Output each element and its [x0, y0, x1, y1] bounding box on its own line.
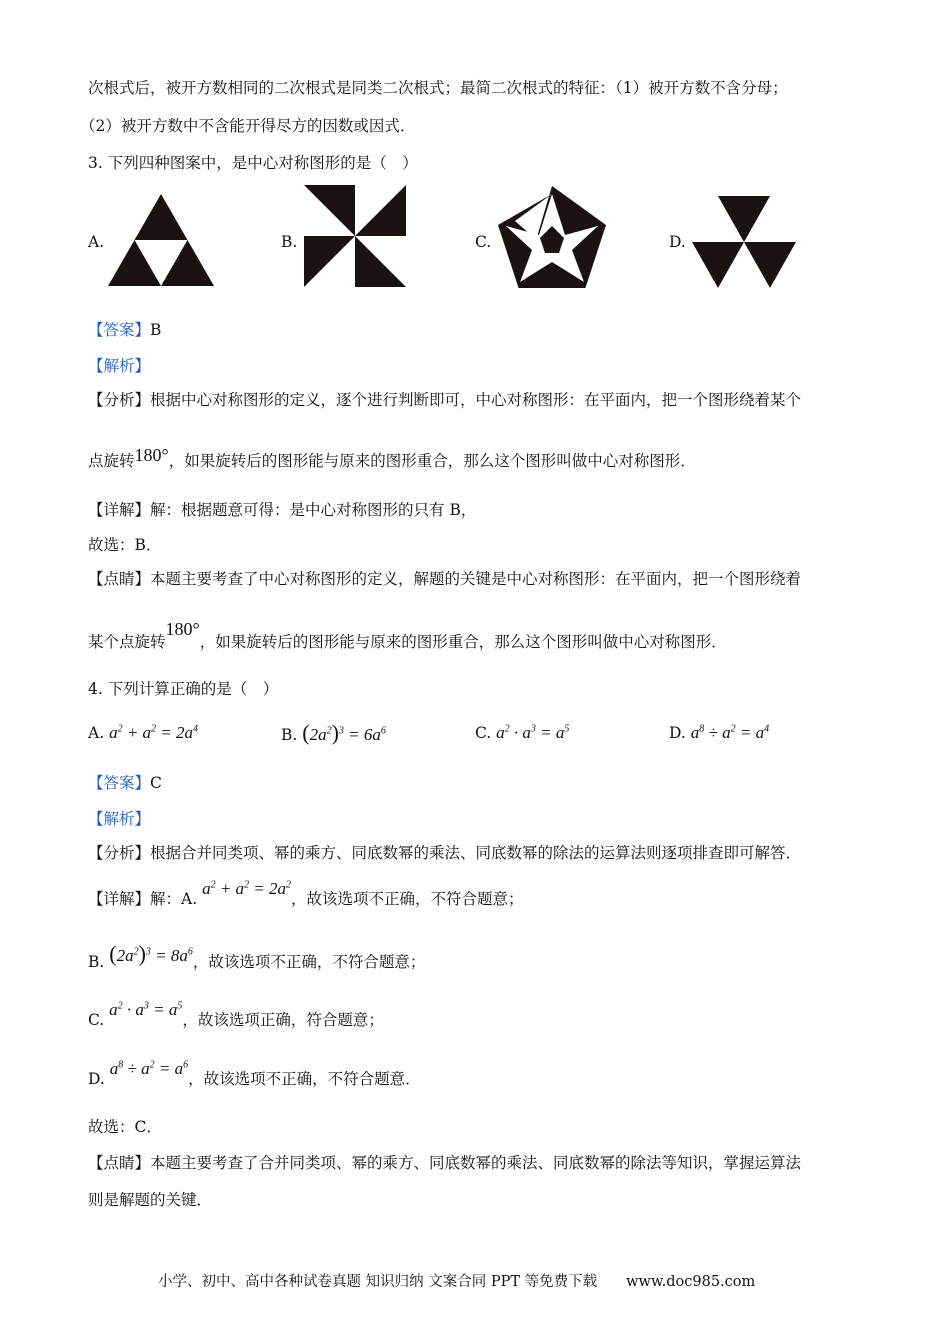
q4-detail-d — [88, 1059, 421, 1089]
dianjing-text: 本题主要考查了合并同类项、幂的乘方、同底数幂的乘法、同底数幂的除法等知识，掌握运算法 — [150, 1154, 802, 1172]
q3-xiangjie — [88, 498, 476, 520]
xiangjie-tag: 【详解】 — [88, 890, 151, 908]
option-a-formula: $a^2 + a^2 = 2a^4$ — [109, 723, 199, 742]
q4-dianjing-line-1 — [88, 1151, 801, 1173]
q4-detail-c — [88, 1000, 384, 1030]
fenxi-tag: 【分析】 — [88, 844, 151, 862]
intro-line-2: （2）被开方数中不含能开得尽方的因数或因式． — [80, 117, 416, 135]
q4-stem: 4. 下列计算正确的是（ ） — [88, 680, 279, 698]
q4-option-d — [669, 723, 769, 743]
detail-d-label: D. — [88, 1070, 105, 1088]
intro-line-1: 次根式后，被开方数相同的二次根式是同类二次根式；最简二次根式的特征：（1）被开方数不含分母； — [88, 79, 788, 97]
dianjing-text-2a: 某个点旋转 — [88, 633, 166, 651]
q3-option-d-label: D. — [669, 233, 686, 251]
q4-detail-b — [88, 941, 426, 973]
dianjing-tag: 【点睛】 — [88, 570, 151, 588]
answer-tag: 【答案】 — [88, 774, 151, 792]
q4-jiexi-tag: 【解析】 — [88, 810, 151, 828]
detail-a-formula: $a^2 + a^2 = 2a^2$ — [202, 879, 292, 898]
fenxi-text-2a: 点旋转 — [88, 452, 135, 470]
degree-180-b: 180° — [165, 619, 200, 639]
detail-b-formula: $(2a^2)^3 = 8a^6$ — [109, 941, 193, 966]
q3-jiexi-tag: 【解析】 — [88, 357, 151, 375]
q4-option-c — [475, 723, 569, 743]
option-b-label: B. — [281, 726, 298, 744]
option-d-label: D. — [669, 724, 686, 742]
detail-a-label: 解：A. — [150, 890, 198, 908]
answer-value: B — [150, 321, 162, 339]
option-a-label: A. — [88, 724, 105, 742]
q4-dianjing-line-2: 则是解题的关键． — [88, 1191, 213, 1209]
q3-fenxi-line-1 — [88, 388, 801, 410]
q3-option-b-label: B. — [281, 233, 298, 251]
detail-d-formula: $a^8 \div a^2 = a^6$ — [109, 1059, 189, 1078]
q3-answer — [88, 318, 161, 340]
q4-answer — [88, 771, 162, 793]
option-b-formula: $(2a^2)^3 = 6a^6$ — [302, 720, 386, 745]
q3-guxuan: 故选：B． — [88, 536, 162, 554]
xiangjie-text: 解：根据题意可得：是中心对称图形的只有 B， — [150, 501, 477, 519]
q4-detail-a — [88, 879, 524, 909]
fenxi-tag: 【分析】 — [88, 391, 151, 409]
detail-c-text: ，故该选项正确，符合题意； — [182, 1011, 384, 1029]
answer-value: C — [150, 774, 162, 792]
q4-option-a — [88, 723, 198, 743]
detail-b-text: ，故该选项不正确，不符合题意； — [192, 953, 426, 971]
page-footer: 小学、初中、高中各种试卷真题 知识归纳 文案合同 PPT 等免费下载 www.doc985.com — [158, 1274, 756, 1290]
xiangjie-tag: 【详解】 — [88, 501, 151, 519]
answer-tag: 【答案】 — [88, 321, 151, 339]
q3-stem: 3. 下列四种图案中，是中心对称图形的是（ ） — [88, 154, 418, 172]
q3-figure-d-triangles-icon — [692, 196, 796, 288]
detail-c-label: C. — [88, 1011, 105, 1029]
dianjing-text: 本题主要考查了中心对称图形的定义，解题的关键是中心对称图形：在平面内，把一个图形绕着 — [150, 570, 802, 588]
detail-c-formula: $a^2 \cdot a^3 = a^5$ — [109, 1000, 183, 1019]
option-d-formula: $a^8 \div a^2 = a^4$ — [690, 723, 770, 742]
q3-dianjing-line-2 — [88, 619, 727, 652]
q3-figure-c-star-overlay-icon — [498, 186, 606, 288]
q4-option-b — [281, 720, 386, 746]
dianjing-tag: 【点睛】 — [88, 1154, 151, 1172]
q3-figure-b-pinwheel-icon — [304, 185, 406, 287]
q3-option-a-label: A. — [88, 233, 105, 251]
degree-180: 180° — [134, 445, 169, 465]
q4-guxuan: 故选：C． — [88, 1118, 162, 1136]
detail-d-text: ，故该选项不正确，不符合题意． — [188, 1070, 421, 1088]
q3-dianjing-line-1 — [88, 567, 801, 589]
fenxi-text-2b: ，如果旋转后的图形能与原来的图形重合，那么这个图形叫做中心对称图形． — [168, 452, 696, 470]
dianjing-text-2b: ，如果旋转后的图形能与原来的图形重合，那么这个图形叫做中心对称图形． — [199, 633, 727, 651]
option-c-formula: $a^2 \cdot a^3 = a^5$ — [496, 723, 570, 742]
q3-fenxi-line-2 — [88, 445, 696, 471]
fenxi-text: 根据中心对称图形的定义，逐个进行判断即可，中心对称图形：在平面内，把一个图形绕着某个 — [150, 391, 802, 409]
q3-figure-a-triangles-icon — [108, 194, 214, 286]
detail-b-label: B. — [88, 953, 105, 971]
q4-fenxi — [88, 841, 801, 863]
detail-a-text: ，故该选项不正确，不符合题意； — [291, 890, 524, 908]
option-c-label: C. — [475, 724, 492, 742]
q3-option-c-label: C. — [475, 233, 492, 251]
fenxi-text: 根据合并同类项、幂的乘方、同底数幂的乘法、同底数幂的除法的运算法则逐项排查即可解答． — [150, 844, 802, 862]
